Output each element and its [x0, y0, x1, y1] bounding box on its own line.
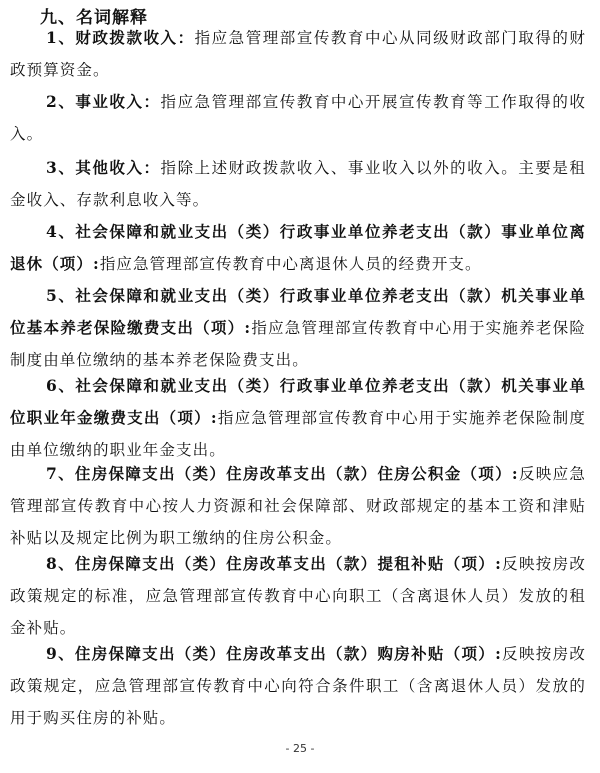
term-3: [10, 152, 586, 216]
term-3-body: 指除上述财政拨款收入、事业收入以外的收入。主要是租金收入、存款利息收入等。: [10, 159, 586, 209]
term-4-body: 指应急管理部宣传教育中心离退休人员的经费开支。: [99, 255, 482, 273]
term-5-head: 5、社会保障和就业支出（类）行政事业单位养老支出（款）机关事业单位基本养老保险缴费支出（项）:: [10, 286, 586, 337]
page-number: - 25 -: [285, 742, 315, 755]
section-title: 九、名词解释: [40, 8, 148, 28]
term-1-head: 1、财政拨款收入：: [46, 28, 195, 47]
term-5-body: 指应急管理部宣传教育中心用于实施养老保险制度由单位缴纳的基本养老保险费支出。: [10, 319, 586, 369]
term-8-body: 反映按房改政策规定的标准，应急管理部宣传教育中心向职工（含离退休人员）发放的租金补贴。: [10, 555, 586, 637]
term-9-body: 反映按房改政策规定，应急管理部宣传教育中心向符合条件职工（含离退休人员）发放的用于购买住房的补贴。: [10, 645, 586, 727]
term-7-head: 7、住房保障支出（类）住房改革支出（款）住房公积金（项）:: [46, 464, 519, 483]
term-4-head: 4、社会保障和就业支出（类）行政事业单位养老支出（款）事业单位离退休（项）:: [10, 222, 586, 273]
term-1-body: 指应急管理部宣传教育中心从同级财政部门取得的财政预算资金。: [10, 29, 586, 79]
term-5: [10, 280, 586, 376]
term-4: [10, 216, 586, 280]
term-7-body: 反映应急管理部宣传教育中心按人力资源和社会保障部、财政部规定的基本工资和津贴补贴以及规定比例为职工缴纳的住房公积金。: [10, 465, 586, 547]
term-6-body: 指应急管理部宣传教育中心用于实施养老保险制度由单位缴纳的职业年金支出。: [10, 409, 587, 459]
term-2-head: 2、事业收入：: [46, 92, 161, 111]
term-9-head: 9、住房保障支出（类）住房改革支出（款）购房补贴（项）:: [46, 644, 502, 663]
term-2: [10, 86, 586, 150]
term-6-head: 6、社会保障和就业支出（类）行政事业单位养老支出（款）机关事业单位职业年金缴费支出（项）:: [10, 376, 586, 427]
term-6: [10, 370, 586, 466]
term-8: [10, 548, 586, 644]
term-7: [10, 458, 586, 554]
term-1: [10, 22, 586, 86]
term-8-head: 8、住房保障支出（类）住房改革支出（款）提租补贴（项）:: [46, 554, 502, 573]
term-2-body: 指应急管理部宣传教育中心开展宣传教育等工作取得的收入。: [10, 93, 586, 143]
term-9: [10, 638, 586, 734]
term-3-head: 3、其他收入：: [46, 158, 161, 177]
